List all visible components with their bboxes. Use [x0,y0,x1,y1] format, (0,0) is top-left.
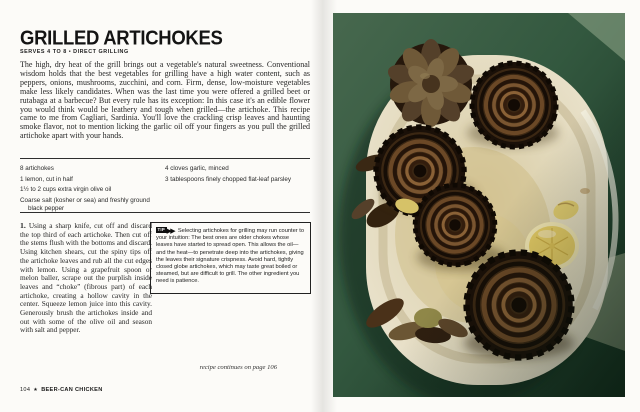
step-1 [20,222,152,335]
photo-page [320,0,640,412]
page-title: GRILLED ARTICHOKES [20,26,223,49]
tip-badge-icon: TIP [157,227,166,232]
page-number: 104 [20,387,31,393]
ingredients-list [20,165,310,215]
step-number: 1. [20,221,26,230]
ingredients-column-2 [165,165,310,215]
page-footer [20,387,103,393]
divider-bottom [20,212,310,213]
ingredient-item: 3 tablespoons finely chopped flat-leaf parsley [165,175,292,183]
step-text: Using a sharp knife, cut off and discard the top third of each artichoke. Then cut off the stems flush with the bottoms and discard. Using kitchen shears, cut the spiny tips off the artichoke leaves and rub all the cut edges with lemon. Using a grapefruit spoon or melon baller, scrape out the purplish inside leaves and “choke” (fibrous part) of each artichoke, creating a hollow cavity in the center. Squeeze lemon juice into this cavity. Generously brush the artichokes inside and out with some of the olive oil and season with salt and pepper. [20,221,152,335]
divider-top [20,158,310,159]
meta-separator: • [68,49,72,55]
grilling-method-label: DIRECT GRILLING [73,49,129,55]
recipe-meta [20,49,129,55]
tip-box [150,222,311,294]
star-icon: ★ [33,387,39,393]
book-title: BEER-CAN CHICKEN [41,387,103,393]
ingredient-item: 1 lemon, cut in half [20,175,73,183]
ingredient-item: 4 cloves garlic, minced [165,165,229,172]
ingredient-item: 1½ to 2 cups extra virgin olive oil [20,186,112,194]
recipe-intro: The high, dry heat of the grill brings out a vegetable's natural sweetness. Conventional wisdom holds that the best vegetables for grilling have a high water content, such as peppers, onions, mushrooms, zucchini, and corn. Firm, dense, low-moisture vegetables make less likely candidates. When was the last time you were offered a grilled beet or rutabaga at a barbecue? But every rule has its exception: In this case it's an edible flower you would think would be leathery and tough when grilled—the artichoke. This recipe came to me from Cagliari, Sardinia. You'll love the crackling crisp leaves and haunting smoke flavor, not to mention licking the garlic oil off your fingers as you pull the grilled artichoke apart with your hands. [20,60,310,141]
tip-text: Selecting artichokes for grilling may run counter to your intuition: The best ones are older chokes whose leaves have started to spread open. This allows the oil—and the heat—to penetrate deep into the artichokes, giving the leaves their signature crispness. Avoid hard, tightly closed globe artichokes, which may taste great boiled or steamed, but are difficult to grill. The other ingredient you need is patience. [156,228,304,285]
artichokes-photo [333,13,625,397]
tip-arrows-icon: ▶▶ [166,227,174,235]
ingredient-item: 8 artichokes [20,165,54,172]
serves-label: SERVES 4 TO 8 [20,49,67,55]
continuation-note: recipe continues on page 106 [199,364,277,371]
ingredients-column-1 [20,165,165,215]
ingredient-item: Coarse salt (kosher or sea) and freshly ground black pepper [20,197,150,212]
